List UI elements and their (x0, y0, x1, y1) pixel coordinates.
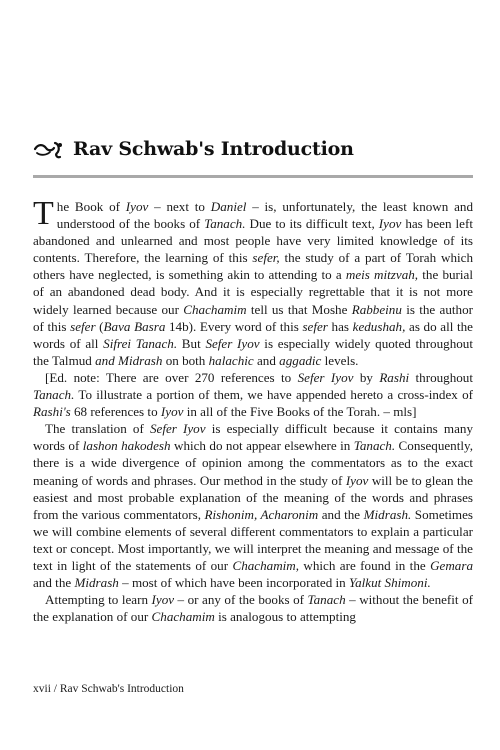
text-run: the study of a part of Torah which others have neglected, is something akin to attending to a (33, 250, 473, 283)
italic-term: Rashi's (33, 404, 71, 420)
italic-term: Iyov (345, 472, 369, 488)
italic-term: Tanach. (33, 387, 75, 403)
text-run: Consequently, there is a wide divergence of opinion among the commentators as to the exact meaning of words and phrases. Our method in the study of (33, 438, 473, 488)
text-run: is especially widely quoted throughout the Talmud (33, 335, 473, 368)
italic-term: lashon hakodesh (82, 438, 171, 454)
italic-term: sefer (70, 318, 96, 334)
text-run: 68 references to (70, 404, 161, 420)
chapter-heading (33, 138, 354, 160)
text-run: will be to glean the easiest and most probable explanation of the meaning of the words and phrases from the various commentators, (33, 472, 473, 522)
italic-term: Sifrei Tanach. (103, 335, 178, 351)
text-run: which are found in the (299, 557, 431, 573)
heading-divider (33, 175, 473, 178)
text-run: and the (318, 506, 364, 522)
paragraph-text (33, 421, 473, 590)
italic-term: Rabbeinu (351, 301, 402, 317)
italic-term: Iyov (378, 216, 402, 232)
italic-term: Tanach. (204, 216, 246, 232)
italic-term: Chachamim (183, 301, 247, 317)
text-run: ( (95, 318, 104, 334)
text-run: – or any of the books of (174, 592, 308, 608)
italic-term: Iyov (160, 404, 184, 420)
paragraph (33, 195, 474, 369)
italic-term: halachic (208, 352, 254, 368)
text-run: is especially difficult because it contains many words of (33, 421, 473, 454)
text-run: – without the benefit of the explanation of our (33, 592, 473, 625)
italic-term: Rashi (379, 369, 410, 385)
italic-term: kedushah, (352, 318, 406, 334)
italic-term: sefer, (252, 250, 280, 266)
text-run: and the (33, 575, 75, 591)
text-run: The translation of (45, 421, 150, 437)
text-run: Attempting to learn (45, 592, 152, 608)
italic-term: Chachamim, (232, 557, 300, 573)
text-run: tell us that Moshe (246, 301, 352, 317)
text-run: in all of the Five Books of the Torah. – mls] (183, 404, 417, 420)
italic-term: and Midrash (95, 352, 163, 368)
italic-term: Midrash (74, 575, 119, 591)
text-run: [Ed. note: There are over 270 references to (45, 369, 298, 385)
text-run: – is, unfortunately, the least known and understood of the books of (56, 199, 473, 232)
text-run: levels. (321, 352, 359, 368)
italic-term: Gemara (430, 557, 473, 573)
italic-term: sefer (302, 318, 328, 334)
text-run: throughout (409, 369, 473, 385)
hand-scroll-ornament-icon (33, 138, 65, 160)
italic-term: Rishonim, Acharonim (204, 506, 319, 522)
paragraph-text (33, 592, 473, 624)
italic-term: Sefer Iyov (297, 369, 354, 385)
body-text (33, 195, 474, 625)
italic-term: Iyov (151, 592, 175, 608)
italic-term: Daniel (210, 199, 247, 214)
text-run: has (327, 318, 353, 334)
text-run: But (177, 335, 206, 351)
italic-term: meis mitzvah, (345, 267, 419, 283)
text-run: To illustrate a portion of them, we have appended hereto a cross-index of (74, 387, 473, 403)
text-run: which do not appear elsewhere in (170, 438, 354, 454)
text-run: he Book of (56, 199, 126, 214)
italic-term: Yalkut Shimoni. (349, 575, 431, 591)
text-run: as do all the words of all (33, 318, 473, 351)
italic-term: Bava Basra (103, 318, 166, 334)
text-run: – next to (148, 199, 211, 214)
italic-term: Tanach (307, 592, 346, 608)
text-run: is the author of this (33, 301, 473, 334)
text-run: is analogous to attempting (214, 609, 356, 625)
italic-term: Tanach. (353, 438, 396, 454)
italic-term: Chachamim (151, 609, 215, 625)
text-run: the burial of an abandoned dead body. And it is especially regrettable that it is not more widely learned because our (33, 267, 474, 317)
page-footer: xvii / Rav Schwab's Introduction (33, 683, 184, 695)
paragraph-text (33, 370, 473, 419)
italic-term: aggadic (279, 352, 322, 368)
text-run: has been left abandoned and unlearned and most people have very limited knowledge of its contents. Therefore, the learning of this (33, 216, 473, 266)
paragraph (33, 591, 473, 625)
text-run: on both (162, 352, 209, 368)
drop-cap: T (33, 195, 54, 232)
text-run: by (353, 369, 380, 385)
chapter-title: Rav Schwab's Introduction (73, 138, 354, 160)
text-run: – most of which have been incorporated in (118, 575, 350, 591)
text-run: Due to its difficult text, (245, 216, 379, 232)
italic-term: Sefer Iyov (205, 335, 260, 351)
italic-term: Iyov (125, 199, 149, 214)
italic-term: Midrash. (363, 506, 412, 522)
paragraph (33, 369, 473, 420)
italic-term: Sefer Iyov (149, 421, 206, 437)
text-run: and (253, 352, 280, 368)
paragraph-text (33, 195, 474, 368)
text-run: 14b). Every word of this (165, 318, 303, 334)
text-run: Sometimes we will combine elements of several different commentators to explain a particular text or concept. Most importantly, we will interpret the meaning and message of the text in light of the statements of our (33, 506, 473, 573)
paragraph (33, 420, 473, 591)
